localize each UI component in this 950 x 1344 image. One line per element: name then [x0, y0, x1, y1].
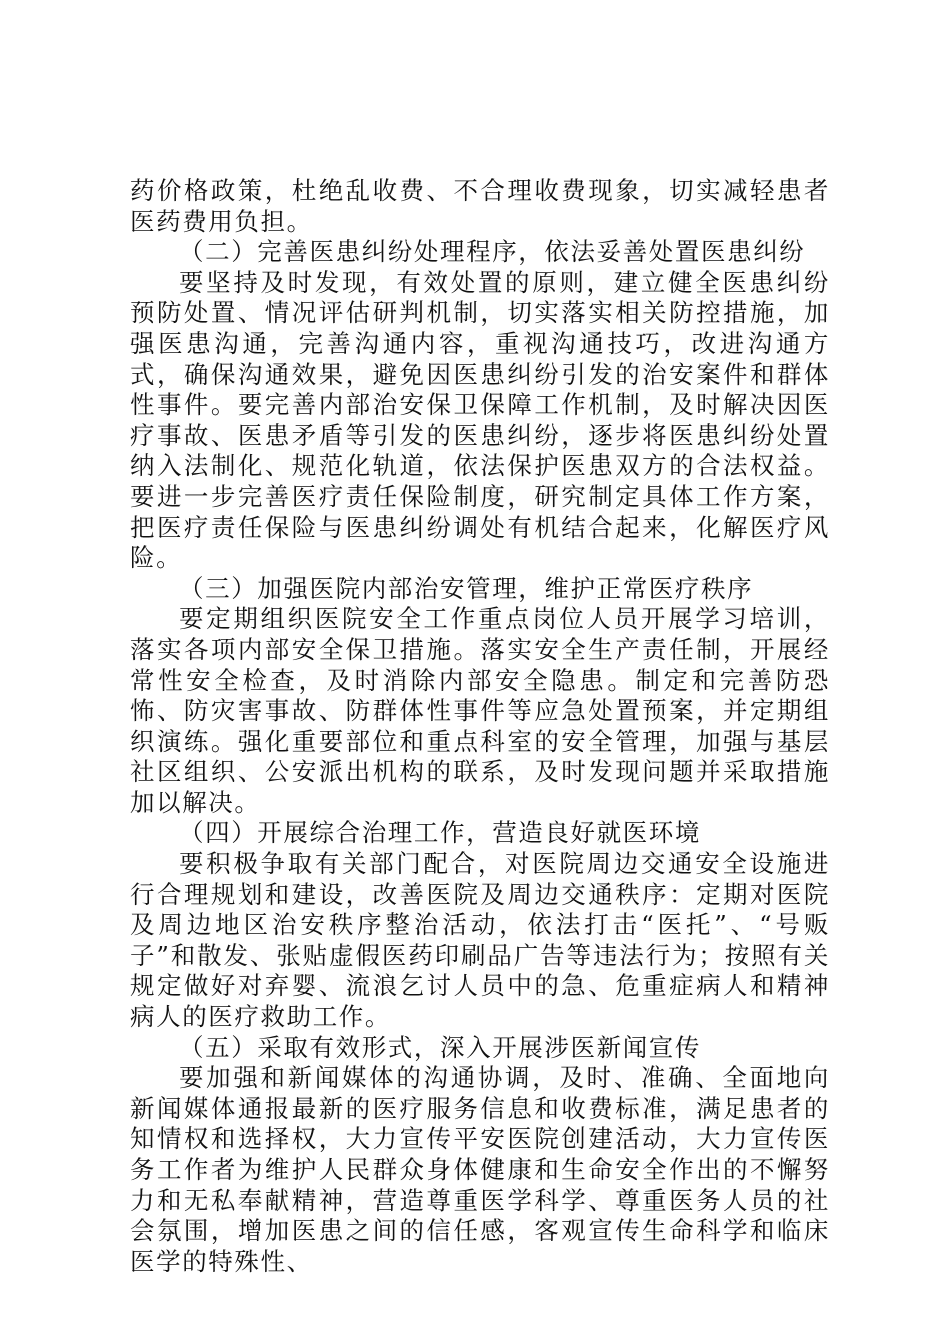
document-body — [130, 176, 830, 1277]
section-heading-5: （五）采取有效形式，深入开展涉医新闻宣传 — [179, 1032, 701, 1062]
paragraph-body: 要定期组织医院安全工作重点岗位人员开展学习培训，落实各项内部安全保卫措施。落实安全生产责任制，开展经常性安全检查，及时消除内部安全隐患。制定和完善防恐怖、防灾害事故、防群体性事件等应急处置预案，并定期组织演练。强化重要部位和重点科室的安全管理，加强与基层社区组织、公安派出机构的联系，及时发现问题并采取措施加以解决。 — [130, 604, 830, 817]
section-heading-4: （四）开展综合治理工作，营造良好就医环境 — [179, 818, 701, 848]
paragraph-body: 要积极争取有关部门配合，对医院周边交通安全设施进行合理规划和建设，改善医院及周边交通秩序：定期对医院及周边地区治安秩序整治活动，依法打击“医托”、“号贩子”和散发、张贴虚假医药印刷品广告等违法行为；按照有关规定做好对弃婴、流浪乞讨人员中的急、危重症病人和精神病人的医疗救助工作。 — [130, 849, 830, 1032]
section-heading-3: （三）加强医院内部治安管理，维护正常医疗秩序 — [179, 573, 754, 603]
paragraph-continuation: 药价格政策，杜绝乱收费、不合理收费现象，切实减轻患者医药费用负担。 — [130, 176, 830, 236]
section-heading-2: （二）完善医患纠纷处理程序，依法妥善处置医患纠纷 — [179, 237, 806, 267]
paragraph-body: 要坚持及时发现，有效处置的原则，建立健全医患纠纷预防处置、情况评估研判机制，切实落实相关防控措施，加强医患沟通，完善沟通内容，重视沟通技巧，改进沟通方式，确保沟通效果，避免因医患纠纷引发的治安案件和群体性事件。要完善内部治安保卫保障工作机制，及时解决因医疗事故、医患矛盾等引发的医患纠纷，逐步将医患纠纷处置纳入法制化、规范化轨道，依法保护医患双方的合法权益。要进一步完善医疗责任保险制度，研究制定具体工作方案，把医疗责任保险与医患纠纷调处有机结合起来，化解医疗风险。 — [130, 267, 830, 573]
paragraph-body: 要加强和新闻媒体的沟通协调，及时、准确、全面地向新闻媒体通报最新的医疗服务信息和收费标准，满足患者的知情权和选择权，大力宣传平安医院创建活动，大力宣传医务工作者为维护人民群众身体健康和生命安全作出的不懈努力和无私奉献精神，营造尊重医学科学、尊重医务人员的社会氛围，增加医患之间的信任感，客观宣传生命科学和临床医学的特殊性、 — [130, 1063, 830, 1276]
